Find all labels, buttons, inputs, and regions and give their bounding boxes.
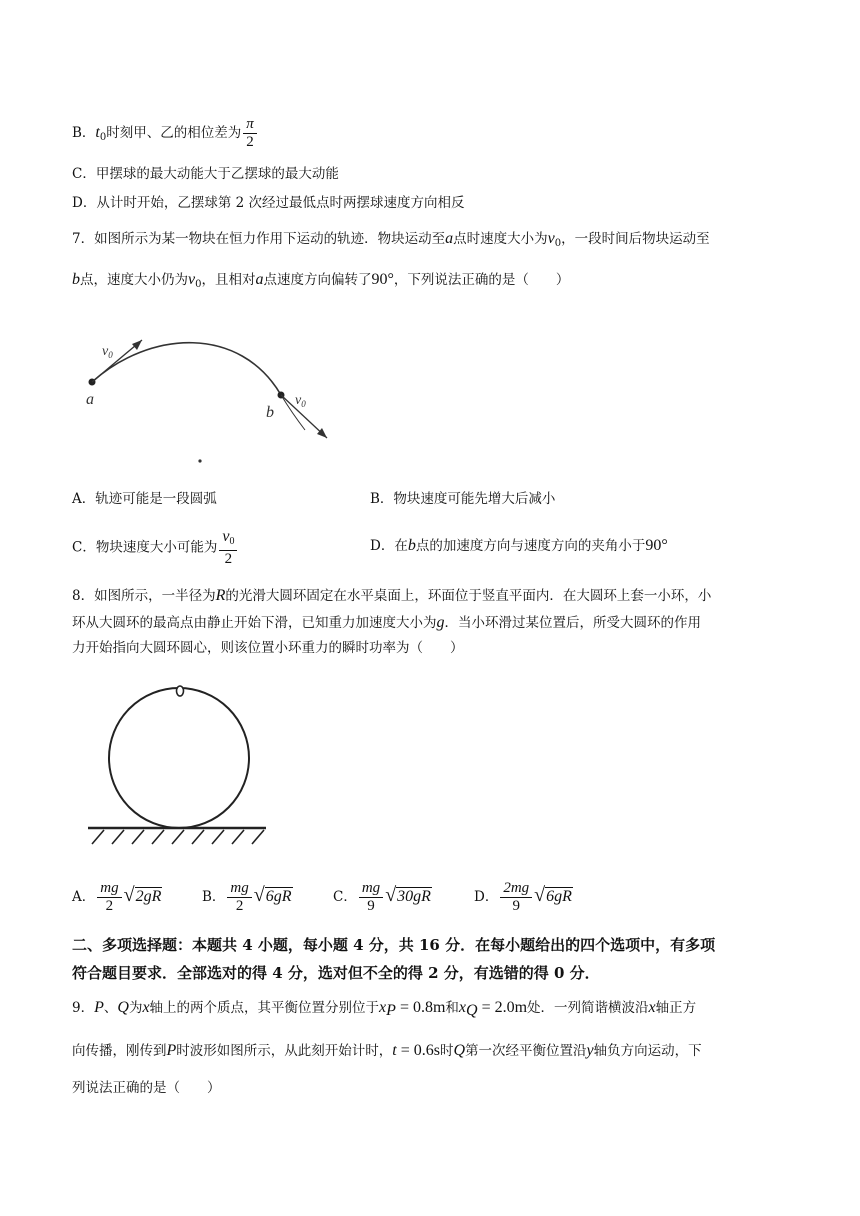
q6-option-b: B．$t_0$时刻甲、乙的相位差为 $\frac{\pi}{2}$ xyxy=(72,116,259,151)
trajectory-curve xyxy=(92,343,281,395)
q9-line-3: 列说法正确的是（ ） xyxy=(72,1080,221,1096)
q9-line-1: 9．P、Q为x轴上的两个质点，其平衡位置分别位于$x_P = 0.8m$和$x_Q = 2.0m$处．一列简谐横波沿x轴正方 xyxy=(72,999,697,1019)
q7-line-1: 7．如图所示为某一物块在恒力作用下运动的轨迹．物块运动至a点时速度大小为$v_0$，一段时间后物块运动至 xyxy=(72,230,710,249)
label-b: b xyxy=(266,404,274,421)
q7-option-a: A．轨迹可能是一段圆弧 xyxy=(72,491,217,507)
q8-option-c: C． $\frac{mg}{9}$ √30gR xyxy=(333,880,431,914)
q6-option-d: D．从计时开始，乙摆球第 2 次经过最低点时两摆球速度方向相反 xyxy=(72,195,465,211)
q8-option-d: D． $\frac{2mg}{9}$ √6gR xyxy=(474,880,572,914)
section-2-heading-line-1: 二、多项选择题：本题共 4 小题，每小题 4 分，共 16 分．在每小题给出的四个选项中，有多项 xyxy=(72,936,716,954)
q8-line-1: 8．如图所示，一半径为R的光滑大圆环固定在水平桌面上，环面位于竖直平面内．在大圆环上套一小环，小 xyxy=(72,587,712,604)
large-ring xyxy=(109,688,249,828)
q9-line-2: 向传播，刚传到P时波形如图所示，从此刻开始计时，t = 0.6s时Q第一次经平衡位置沿y轴负方向运动，下 xyxy=(72,1042,702,1059)
ring-figure xyxy=(84,680,284,850)
small-ring xyxy=(177,686,184,696)
label-v0-b: $v_0$ xyxy=(295,393,306,409)
q8-line-2: 环从大圆环的最高点由静止开始下滑，已知重力加速度大小为g．当小环滑过某位置后，所受大圆环的作用 xyxy=(72,614,701,631)
section-2-heading-line-2: 符合题目要求．全部选对的得 4 分，选对但不全的得 2 分，有选错的得 0 分． xyxy=(72,964,600,982)
label-v0-a: $v_0$ xyxy=(102,344,113,360)
q8-line-3: 力开始指向大圆环圆心，则该位置小环重力的瞬时功率为（ ） xyxy=(72,640,464,656)
q8-option-a: A． $\frac{mg}{2}$ √2gR xyxy=(72,880,162,914)
q7-option-b: B．物块速度可能先增大后减小 xyxy=(370,491,556,507)
q7-option-d: D．在b点的加速度方向与速度方向的夹角小于90° xyxy=(370,537,668,554)
q7-option-c: C．物块速度大小可能为 $\frac{v_0}{2}$ xyxy=(72,528,239,568)
q7-line-2: b点，速度大小仍为$v_0$，且相对a点速度方向偏转了90°，下列说法正确的是（ ） xyxy=(72,271,570,290)
trajectory-figure xyxy=(80,320,350,480)
q6-option-c: C．甲摆球的最大动能大于乙摆球的最大动能 xyxy=(72,166,339,182)
q8-option-b: B． $\frac{mg}{2}$ √6gR xyxy=(202,880,292,914)
table-hatching xyxy=(92,830,264,844)
label-a: a xyxy=(86,391,94,408)
